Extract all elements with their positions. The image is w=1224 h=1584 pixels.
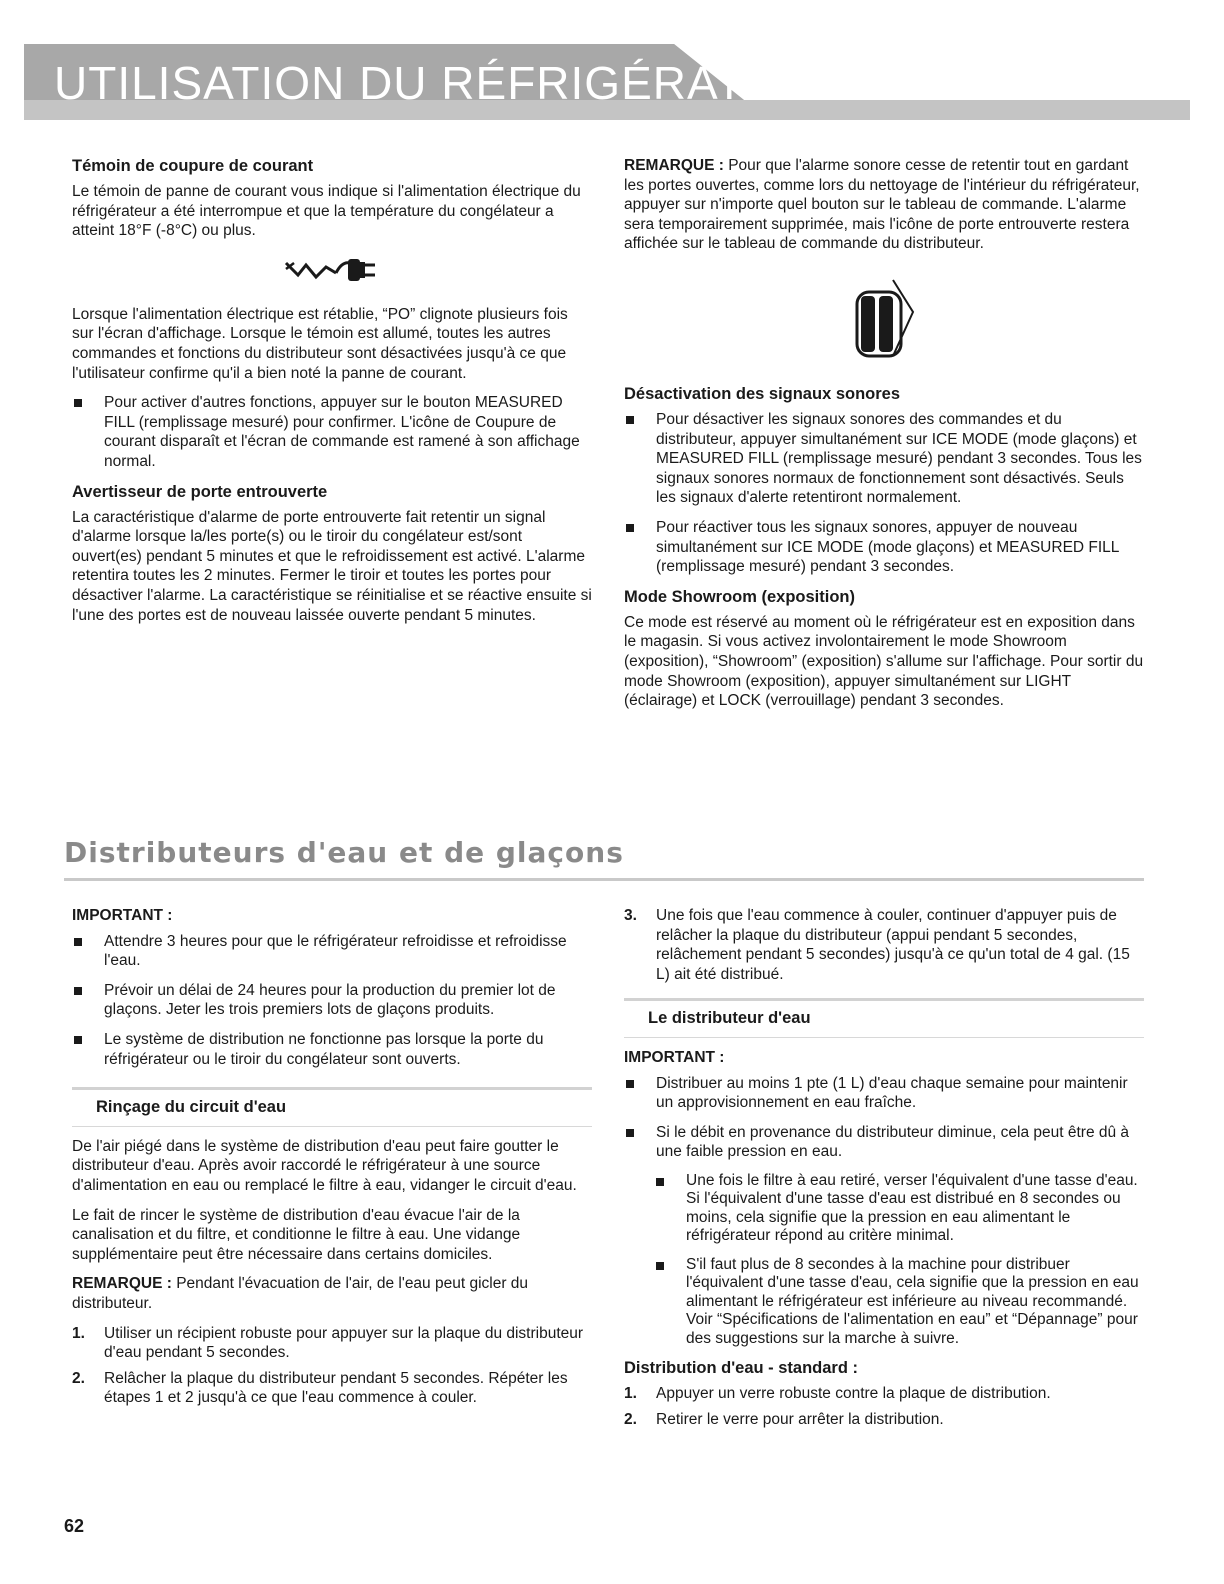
remarque-text: Pour que l'alarme sonore cesse de retentir tout en gardant les portes ouvertes, comme lors du nettoyage de l'intérieur du réfrigérateur, appuyer sur n'importe quel bouton sur le tableau de commande. L'alarme sera temporairement supprimée, mais l'icône de porte entrouverte restera affichée sur le tableau de commande du distributeur. [624, 157, 1140, 253]
section-title-distributeurs [64, 836, 1144, 882]
step-number: 2. [72, 1369, 85, 1387]
standard-step-2 [624, 1410, 1144, 1430]
step-text: Appuyer un verre robuste contre la plaque de distribution. [656, 1385, 1051, 1403]
rincage-step-3 [624, 906, 1144, 984]
step-text: Relâcher la plaque du distributeur pendant 5 secondes. Répéter les étapes 1 et 2 jusqu'à ce que l'eau commence à couler. [104, 1369, 568, 1407]
page-number: 62 [64, 1516, 85, 1536]
rincage-remarque-text: Pendant l'évacuation de l'air, de l'eau peut gicler du distributeur. [72, 1275, 529, 1312]
rincage-paragraph-1: De l'air piégé dans le système de distribution d'eau peut faire goutter le distributeur d'eau. Après avoir raccordé le réfrigérateur à une source d'alimentation en eau ou remplacé le filtre à eau, vidanger le circuit d'eau. [72, 1137, 577, 1194]
important-bullet-3: Le système de distribution ne fonctionne pas lorsque la porte du réfrigérateur ou le tiroir du congélateur sont ouverts. [72, 1030, 592, 1069]
section-title-text: Distributeurs d'eau et de glaçons [64, 836, 624, 869]
distributeur-bullet-1: Distribuer au moins 1 pte (1 L) d'eau chaque semaine pour maintenir un approvisionnement en eau fraîche. [624, 1074, 1144, 1113]
standard-step-1 [624, 1384, 1144, 1404]
power-plug-unplugged-icon [282, 253, 382, 287]
rincage-remarque-label: REMARQUE : [72, 1275, 172, 1293]
distributeur-sub-bullet-1: Une fois le filtre à eau retiré, verser l'équivalent d'une tasse d'eau. Si l'équivalent d'une tasse d'eau est distribué en 8 secondes ou moins, cela signifie que la pression en eau alimentant le réfrigérateur répond au critère minimal. [654, 1172, 1144, 1246]
power-outage-figure [72, 253, 592, 287]
distributeur-bullet-2: Si le débit en provenance du distributeur diminue, cela peut être dû à une faible pression en eau. [624, 1123, 1144, 1162]
door-ajar-figure [624, 272, 1144, 362]
distributeur-sub-bullet-2: S'il faut plus de 8 secondes à la machine pour distribuer l'équivalent d'une tasse d'eau, cela signifie que la pression en eau alimentant le réfrigérateur est inférieure au niveau recommandé. Voir “Spécifications de l'alimentation en eau” et “Dépannage” pour des suggestions sur la marche à suivre. [654, 1256, 1144, 1349]
heading-distribution-standard: Distribution d'eau - standard : [624, 1359, 859, 1378]
left-bottom-column [72, 906, 592, 1414]
left-top-column [72, 156, 592, 635]
important-bullet-1: Attendre 3 heures pour que le réfrigérateur refroidisse et refroidisse l'eau. [72, 932, 592, 971]
rincage-step-2 [72, 1369, 592, 1408]
step-number: 1. [624, 1385, 637, 1403]
desactivation-bullet-2: Pour réactiver tous les signaux sonores, appuyer de nouveau simultanément sur ICE MODE (mode glaçons) et MEASURED FILL (remplissage mesuré) pendant 3 secondes. [624, 518, 1144, 577]
step-text: Une fois que l'eau commence à couler, continuer d'appuyer puis de relâcher la plaque du distributeur (appui pendant 5 secondes, relâchement pendant 5 secondes) jusqu'à ce qu'un total de 4 gal. (15 L) ait été distribué. [656, 907, 1130, 983]
important-label-left: IMPORTANT : [72, 907, 173, 924]
heading-avertisseur: Avertisseur de porte entrouverte [72, 482, 328, 501]
desactivation-bullet-1: Pour désactiver les signaux sonores des commandes et du distributeur, appuyer simultanément sur ICE MODE (mode glaçons) et MEASURED FILL (remplissage mesuré) pendant 3 secondes. Tous les signaux sonores normaux de fonctionnement sont désactivés. Seuls les signaux d'alerte retentiront normalement. [624, 410, 1144, 508]
step-text: Utiliser un récipient robuste pour appuyer sur la plaque du distributeur d'eau pendant 5 secondes. [104, 1324, 584, 1362]
remarque-paragraph [624, 156, 1144, 254]
heading-rincage: Rinçage du circuit d'eau [72, 1087, 592, 1127]
heading-distributeur-eau: Le distributeur d'eau [624, 998, 1144, 1038]
door-ajar-icon [849, 272, 919, 362]
temoin-paragraph-1: Le témoin de panne de courant vous indique si l'alimentation électrique du réfrigérateur a été interrompue et que la température du congélateur a atteint 18°F (-8°C) ou plus. [72, 183, 581, 240]
remarque-label: REMARQUE : [624, 157, 724, 174]
heading-showroom: Mode Showroom (exposition) [624, 587, 855, 606]
page-title: UTILISATION DU RÉFRIGÉRATEUR [54, 57, 845, 109]
important-bullet-2: Prévoir un délai de 24 heures pour la production du premier lot de glaçons. Jeter les trois premiers lots de glaçons produits. [72, 981, 592, 1020]
temoin-bullet-1: Pour activer d'autres fonctions, appuyer sur le bouton MEASURED FILL (remplissage mesuré) pour confirmer. L'icône de Coupure de courant disparaît et l'écran de commande est ramené à son affichage normal. [72, 393, 592, 471]
rincage-step-1 [72, 1324, 592, 1363]
rincage-remarque [72, 1274, 592, 1313]
section-rule [64, 878, 1144, 881]
heading-desactivation: Désactivation des signaux sonores [624, 384, 901, 403]
header-banner [24, 44, 1190, 120]
heading-temoin: Témoin de coupure de courant [72, 157, 314, 175]
step-number: 1. [72, 1324, 85, 1342]
showroom-paragraph: Ce mode est réservé au moment où le réfrigérateur est en exposition dans le magasin. Si vous activez involontairement le mode Showroom (exposition), “Showroom” (exposition) s'allume sur l'affichage. Pour sortir du mode Showroom (exposition), appuyer simultanément sur LIGHT (éclairage) et LOCK (verrouillage) pendant 3 secondes. [624, 613, 1144, 710]
avertisseur-paragraph: La caractéristique d'alarme de porte entrouverte fait retentir un signal d'alarme lorsque la/les porte(s) ou le tiroir du congélateur est/sont ouvert(es) pendant 5 minutes et que le refroidissement est activé. L'alarme retentira toutes les 2 minutes. Fermer le tiroir et toutes les portes pour désactiver l'alarme. La caractéristique se réinitialise et se réactive ensuite si l'une des portes est de nouveau laissée ouverte pendant 5 minutes. [72, 508, 592, 624]
step-number: 2. [624, 1411, 637, 1429]
temoin-paragraph-2: Lorsque l'alimentation électrique est rétablie, “PO” clignote plusieurs fois sur l'écran d'affichage. Lorsque le témoin est allumé, toutes les autres commandes et fonctions du distributeur sont désactivées jusqu'à ce que l'utilisateur confirme qu'il a bien noté la panne de courant. [72, 305, 568, 382]
step-text: Retirer le verre pour arrêter la distribution. [656, 1411, 944, 1429]
step-number: 3. [624, 907, 637, 924]
important-label-right: IMPORTANT : [624, 1048, 725, 1066]
rincage-paragraph-2: Le fait de rincer le système de distribution d'eau évacue l'air de la canalisation et du filtre, et conditionne le filtre à eau. Une vidange supplémentaire peut être nécessaire dans certains domiciles. [72, 1206, 521, 1263]
right-top-column [624, 156, 1144, 721]
right-bottom-column [624, 906, 1144, 1436]
